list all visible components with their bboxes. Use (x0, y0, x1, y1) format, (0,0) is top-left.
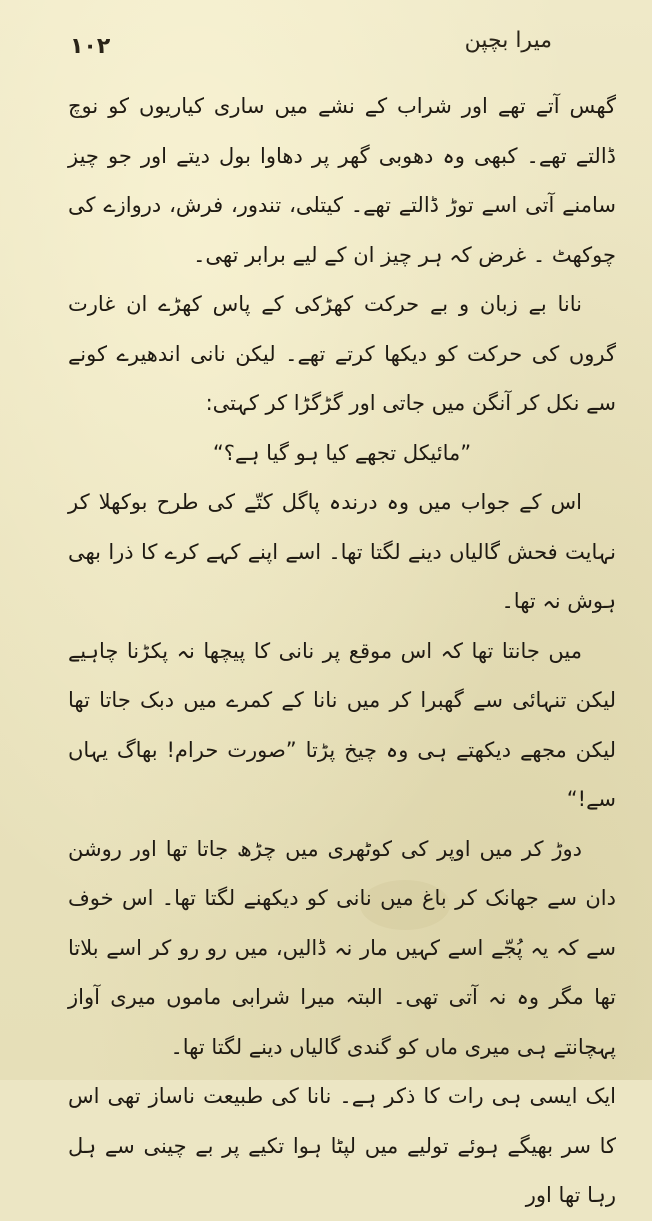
paragraph-3: اس کے جواب میں وہ درندہ پاگل کتّے کی طرح بوکھلا کر نہایت فحش گالیاں دینے لگتا تھا۔ اسے اپنے کہے کرے کا ذرا بھی ہوش نہ تھا۔ (68, 490, 616, 613)
quoted-line: ”مائیکل تجھے کیا ہو گیا ہے؟“ (212, 440, 472, 465)
paragraph-2: نانا بے زبان و بے حرکت کھڑکی کے پاس کھڑے ان غارت گروں کی حرکت کو دیکھا کرتے تھے۔ لیکن نانی اندھیرے کونے سے نکل کر آنگن میں جاتی اور گڑگڑا کر کہتی: (68, 292, 616, 415)
body-text (68, 82, 616, 1221)
running-title: میرا بچپن (464, 28, 552, 53)
paragraph-1: گھس آتے تھے اور شراب کے نشے میں ساری کیاریوں کو نوچ ڈالتے تھے۔ کبھی وہ دھوبی گھر پر دھاوا بول دیتے اور جو چیز سامنے آتی اسے توڑ ڈالتے تھے۔ کیتلی، تندور، فرش، دروازے کی چوکھٹ ۔ غرض کہ ہر چیز ان کے لیے برابر تھی۔ (68, 94, 616, 267)
paragraph-5: دوڑ کر میں اوپر کی کوٹھری میں چڑھ جاتا تھا اور روشن دان سے جھانک کر باغ میں نانی کو دیکھنے لگتا تھا۔ اس خوف سے کہ یہ پُجّے اسے کہیں مار نہ ڈالیں، میں رو رو کر اسے بلاتا تھا مگر وہ نہ آتی تھی۔ البتہ میرا شرابی ماموں میری آواز پہچانتے ہی میری ماں کو گندی گالیاں دینے لگتا تھا۔ (68, 836, 616, 1059)
page-number: ۱۰۲ (70, 34, 111, 59)
page-header (70, 28, 612, 68)
paragraph-4: میں جانتا تھا کہ اس موقع پر نانی کا پیچھا نہ پکڑنا چاہیے لیکن تنہائی سے گھبرا کر میں نانا کے کمرے میں دبک جاتا تھا لیکن مجھے دیکھتے ہی وہ چیخ پڑتا ”صورت حرام! بھاگ یہاں سے!“ (68, 638, 616, 811)
paragraph-6: ایک ایسی ہی رات کا ذکر ہے۔ نانا کی طبیعت ناساز تھی اس کا سر بھیگے ہوئے تولیے میں لپٹا ہوا تکیے پر بے چینی سے ہل رہا تھا اور (68, 1084, 616, 1207)
